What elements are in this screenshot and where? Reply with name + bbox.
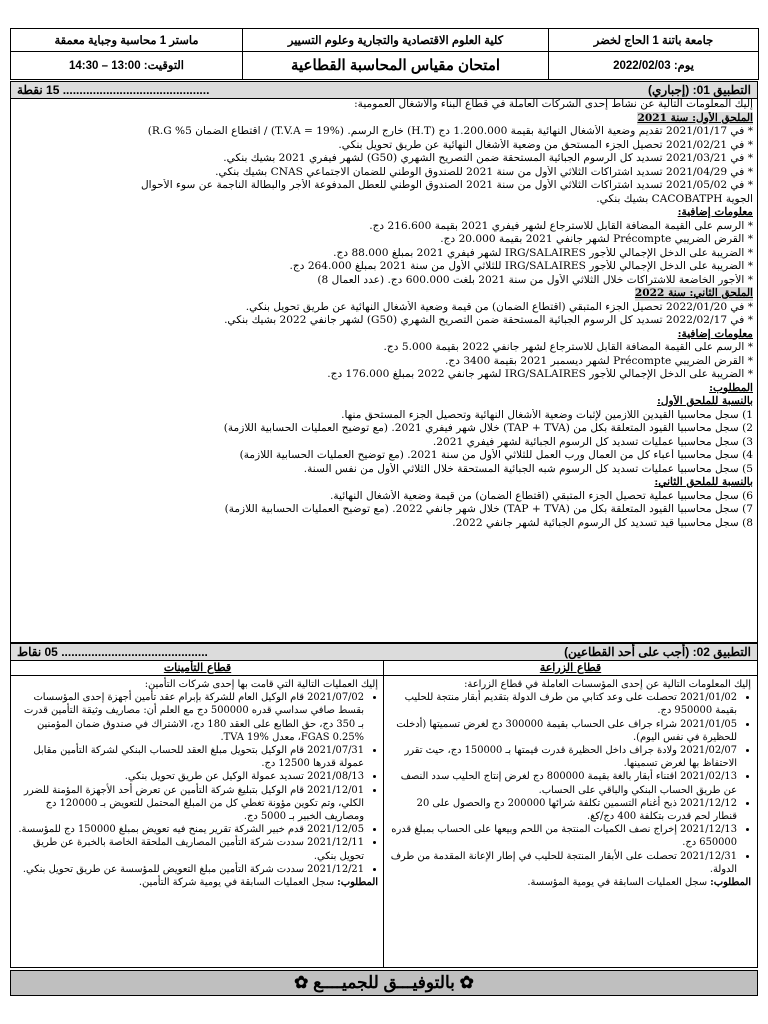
insurance-item: • 2021/12/21 سددت شركة التأمين مبلغ التعويض للمؤسسة عن طريق تحويل بنكي. [17, 863, 364, 876]
faculty-name: كلية العلوم الاقتصادية والتجارية وعلوم التسيير [243, 29, 549, 52]
req-annex2-item: 8) سجل محاسبيا قيد تسديد كل الرسوم الجبائية لشهر جانفي 2022. [452, 516, 753, 529]
agriculture-intro: إليك المعلومات التالية عن إحدى المؤسسات العاملة في قطاع الزراعة: [464, 679, 751, 690]
app1-points: ............................................ 15 نقطة [17, 83, 210, 97]
agriculture-item: • 2021/02/13 اقتناء أبقار بالغة بقيمة 800000 دج لغرض إنتاج الحليب سدد النصف عن طريق الحساب البنكي والباقي على الحساب. [390, 770, 737, 796]
insurance-item: • 2021/12/01 قام الوكيل بتبليغ شركة التأمين عن تعرض أحد الأجهزة المؤمنة للضرر الكلي، وتم تكوين مؤونة تغطي كل من المبلغ المحتمل للتعويض بـ 120000 دج ومصاريف الخبير بـ 5000 دج. [17, 784, 364, 824]
app1-intro: إليك المعلومات التالية عن نشاط إحدى الشركات العاملة في قطاع البناء والأشغال العمومية: [354, 98, 753, 110]
app1-body [10, 97, 758, 643]
insurance-item: • 2021/12/11 سددت شركة التأمين المصاريف الملحقة الخاصة بالخبرة عن طريق تحويل بنكي. [17, 836, 364, 862]
agriculture-required-text: سجل العمليات السابقة في يومية المؤسسة. [527, 877, 711, 889]
annex1-item: الجوية CACOBATPH بشيك بنكي. [596, 192, 753, 205]
agriculture-item: • 2021/12/13 إخراج نصف الكميات المنتجة من اللحم وبيعها على الحساب بمبلغ قدره 650000 دج. [390, 823, 737, 849]
exam-time: التوقيت: 13:00 – 14:30 [11, 51, 243, 80]
req-annex1-item: 3) سجل محاسبيا عمليات تسديد كل الرسوم الجبائية لشهر فيفري 2021. [432, 435, 753, 448]
agriculture-item: • 2021/02/07 ولادة جراف داخل الحظيرة قدرت قيمتها بـ 150000 دج، حيث تقرر الاحتفاظ بها لغرض تسمينها. [390, 744, 737, 770]
insurance-item: • 2021/12/05 قدم خبير الشركة تقرير يمنح فيه تعويض بمبلغ 150000 دج للمؤسسة. [17, 823, 364, 836]
good-luck-footer: ✿ بالتوفيـــق للجميــــع ✿ [10, 970, 758, 996]
agriculture-item: • 2021/12/12 ذبح أغنام التسمين تكلفة شرائها 200000 دج والحصول على 20 قنطار لحم قدرت بتكلفة 400 دج/كغ. [390, 797, 737, 823]
annex2-item: * في 2022/02/17 تسديد كل الرسوم الجبائية المستحقة ضمن التصريح الشهري (G50) لشهر جانفي 2022 بشيك بنكي. [224, 314, 753, 326]
req-annex1-title: بالنسبة للملحق الأول: [656, 395, 753, 407]
annex1-item: * في 2021/04/29 تسديد اشتراكات الثلاثي الأول من سنة 2021 للصندوق الوطني للضمان الاجتماعي CNAS بشيك بنكي. [215, 165, 753, 178]
extra2-item: * القرض الضريبي Précompte لشهر ديسمبر 2021 بقيمة 3400 دج. [445, 354, 753, 367]
app2-title-bar [10, 643, 758, 661]
extra1-item: * الضريبة على الدخل الإجمالي للأجور IRG/SALAIRES للثلاثي الأول من سنة 2021 بمبلغ 264.000 دج. [289, 260, 753, 272]
annex1-item: * في 2021/01/17 تقديم وضعية الأشغال النهائية بقيمة 1.200.000 دج (H.T) خارج الرسم. (T.V.A = 19%) / اقتطاع الضمان 5% R.G) [147, 125, 753, 137]
insurance-title: قطاع التأمينات [11, 661, 384, 676]
annex1-item: * في 2021/05/02 تسديد اشتراكات الثلاثي الأول من سنة 2021 الصندوق الوطني للعطل المدفوعة الأجر والبطالة الناجمة عن سوء الأحوال [140, 179, 753, 191]
exam-header [10, 28, 759, 80]
program-name: ماستر 1 محاسبة وجباية معمقة [11, 29, 243, 52]
extra2-item: * الرسم على القيمة المضافة القابل للاسترجاع لشهر جانفي 2022 بقيمة 5.000 دج. [383, 341, 753, 353]
req-annex1-item: 2) سجل محاسبيا القيود المتعلقة بكل من (TAP + TVA) خلال شهر فيفري 2021. (مع توضيح العمليات الحسابية اللازمة) [223, 422, 753, 434]
extra1-item: * الضريبة على الدخل الإجمالي للأجور IRG/SALAIRES لشهر فيفري 2021 بمبلغ 88.000 دج. [333, 246, 753, 259]
agriculture-column [383, 661, 757, 967]
req-annex2-item: 7) سجل محاسبيا القيود المتعلقة بكل من (TAP + TVA) خلال شهر جانفي 2022. (مع توضيح العمليات الحسابية اللازمة) [224, 503, 753, 515]
insurance-column [11, 661, 384, 967]
extra1-item: * الرسم على القيمة المضافة القابل للاسترجاع لشهر فيفري 2021 بقيمة 216.600 دج. [369, 219, 753, 232]
req-annex1-item: 1) سجل محاسبيا القيدين اللازمين لإثبات وضعية الأشغال النهائية وتحصيل الجزء المستحق منها. [341, 408, 753, 421]
insurance-item: • 2021/08/13 تسديد عمولة الوكيل عن طريق تحويل بنكي. [17, 770, 364, 783]
agriculture-item: • 2021/01/02 تحصلت على وعد كتابي من طرف الدولة بتقديم أبقار منتجة للحليب بقيمة 950000 دج. [390, 691, 737, 717]
app2-columns [10, 660, 758, 968]
extra2-title: معلومات إضافية: [677, 327, 753, 340]
annex1-item: * في 2021/03/21 تسديد كل الرسوم الجبائية المستحقة ضمن التصريح الشهري (G50) لشهر فيفري 2021 بشيك بنكي. [223, 152, 753, 164]
annex2-title: الملحق الثاني: سنة 2022 [634, 287, 753, 299]
insurance-intro: إليك العمليات التالية التي قامت بها إحدى شركات التأمين: [144, 679, 378, 690]
university-name: جامعة باتنة 1 الحاج لخضر [549, 29, 759, 52]
annex2-item: * في 2022/01/20 تحصيل الجزء المتبقي (اقتطاع الضمان) من قيمة وضعية الأشغال النهائية عن طريق تحويل بنكي. [245, 300, 753, 313]
req-annex1-item: 5) سجل محاسبيا عمليات تسديد كل الرسوم شبه الجبائية المستحقة خلال الثلاثي الأول من نفس السنة. [303, 462, 753, 475]
insurance-required-label: المطلوب: [337, 877, 378, 889]
agriculture-item: • 2021/01/05 شراء جراف على الحساب بقيمة 300000 دج لغرض تسميتها (أدخلت للحظيرة في نفس اليوم). [390, 718, 737, 744]
annex1-item: * في 2021/02/21 تحصيل الجزء المستحق من وضعية الأشغال النهائية عن طريق تحويل بنكي. [338, 138, 753, 151]
extra1-item: * الأجور الخاضعة للاشتراكات خلال الثلاثي الأول من سنة 2021 بلغت 600.000 دج. (عدد العمال 8) [317, 273, 753, 286]
app2-points: ............................................ 05 نقاط [17, 645, 208, 659]
app2-title: التطبيق 02: (أجب على أحد القطاعين) [564, 645, 751, 659]
required-title: المطلوب: [709, 381, 753, 394]
insurance-required-text: سجل العمليات السابقة في يومية شركة التأمين. [138, 877, 338, 889]
req-annex1-item: 4) سجل محاسبيا أعباء كل من العمال ورب العمل للثلاثي الأول من سنة 2021. (مع توضيح العمليات الحسابية اللازمة) [239, 449, 753, 461]
agriculture-required-label: المطلوب: [710, 877, 751, 889]
extra1-item: * القرض الضريبي Précompte لشهر جانفي 2021 بقيمة 20.000 دج. [440, 233, 753, 245]
insurance-item: • 2021/07/31 قام الوكيل بتحويل مبلغ العقد للحساب البنكي لشركة التأمين مقابل عمولة قدرها 12500 دج. [17, 744, 364, 770]
exam-title: امتحان مقياس المحاسبة القطاعية [243, 51, 549, 80]
insurance-item: • 2021/07/02 قام الوكيل العام للشركة بإبرام عقد تأمين أجهزة إحدى المؤسسات بقسط صافي سداسي قدره 500000 دج مع العلم أن: مصاريف وثيقة التأمين قدرت بـ 350 دج، حق الطابع على العقد 180 دج، الاشتراك في صندوق ضمان المؤمنين FGAS 0.25%، معدل TVA 19%. [17, 691, 364, 744]
extra1-title: معلومات إضافية: [677, 206, 753, 218]
extra2-item: * الضريبة على الدخل الإجمالي للأجور IRG/SALAIRES لشهر جانفي 2022 بمبلغ 176.000 دج. [327, 368, 753, 380]
req-annex2-item: 6) سجل محاسبيا عملية تحصيل الجزء المتبقي (اقتطاع الضمان) من قيمة وضعية الأشغال النهائية. [329, 489, 753, 502]
req-annex2-title: بالنسبة للملحق الثاني: [654, 476, 753, 488]
annex1-title: الملحق الأول: سنة 2021 [637, 111, 753, 124]
app1-title: التطبيق 01: (إجباري) [648, 83, 751, 97]
agriculture-item: • 2021/12/31 تحصلت على الأبقار المنتجة للحليب في إطار الإعانة المقدمة من طرف الدولة. [390, 850, 737, 876]
exam-date: يوم: 2022/02/03 [549, 51, 759, 80]
agriculture-title: قطاع الزراعة [384, 661, 757, 676]
